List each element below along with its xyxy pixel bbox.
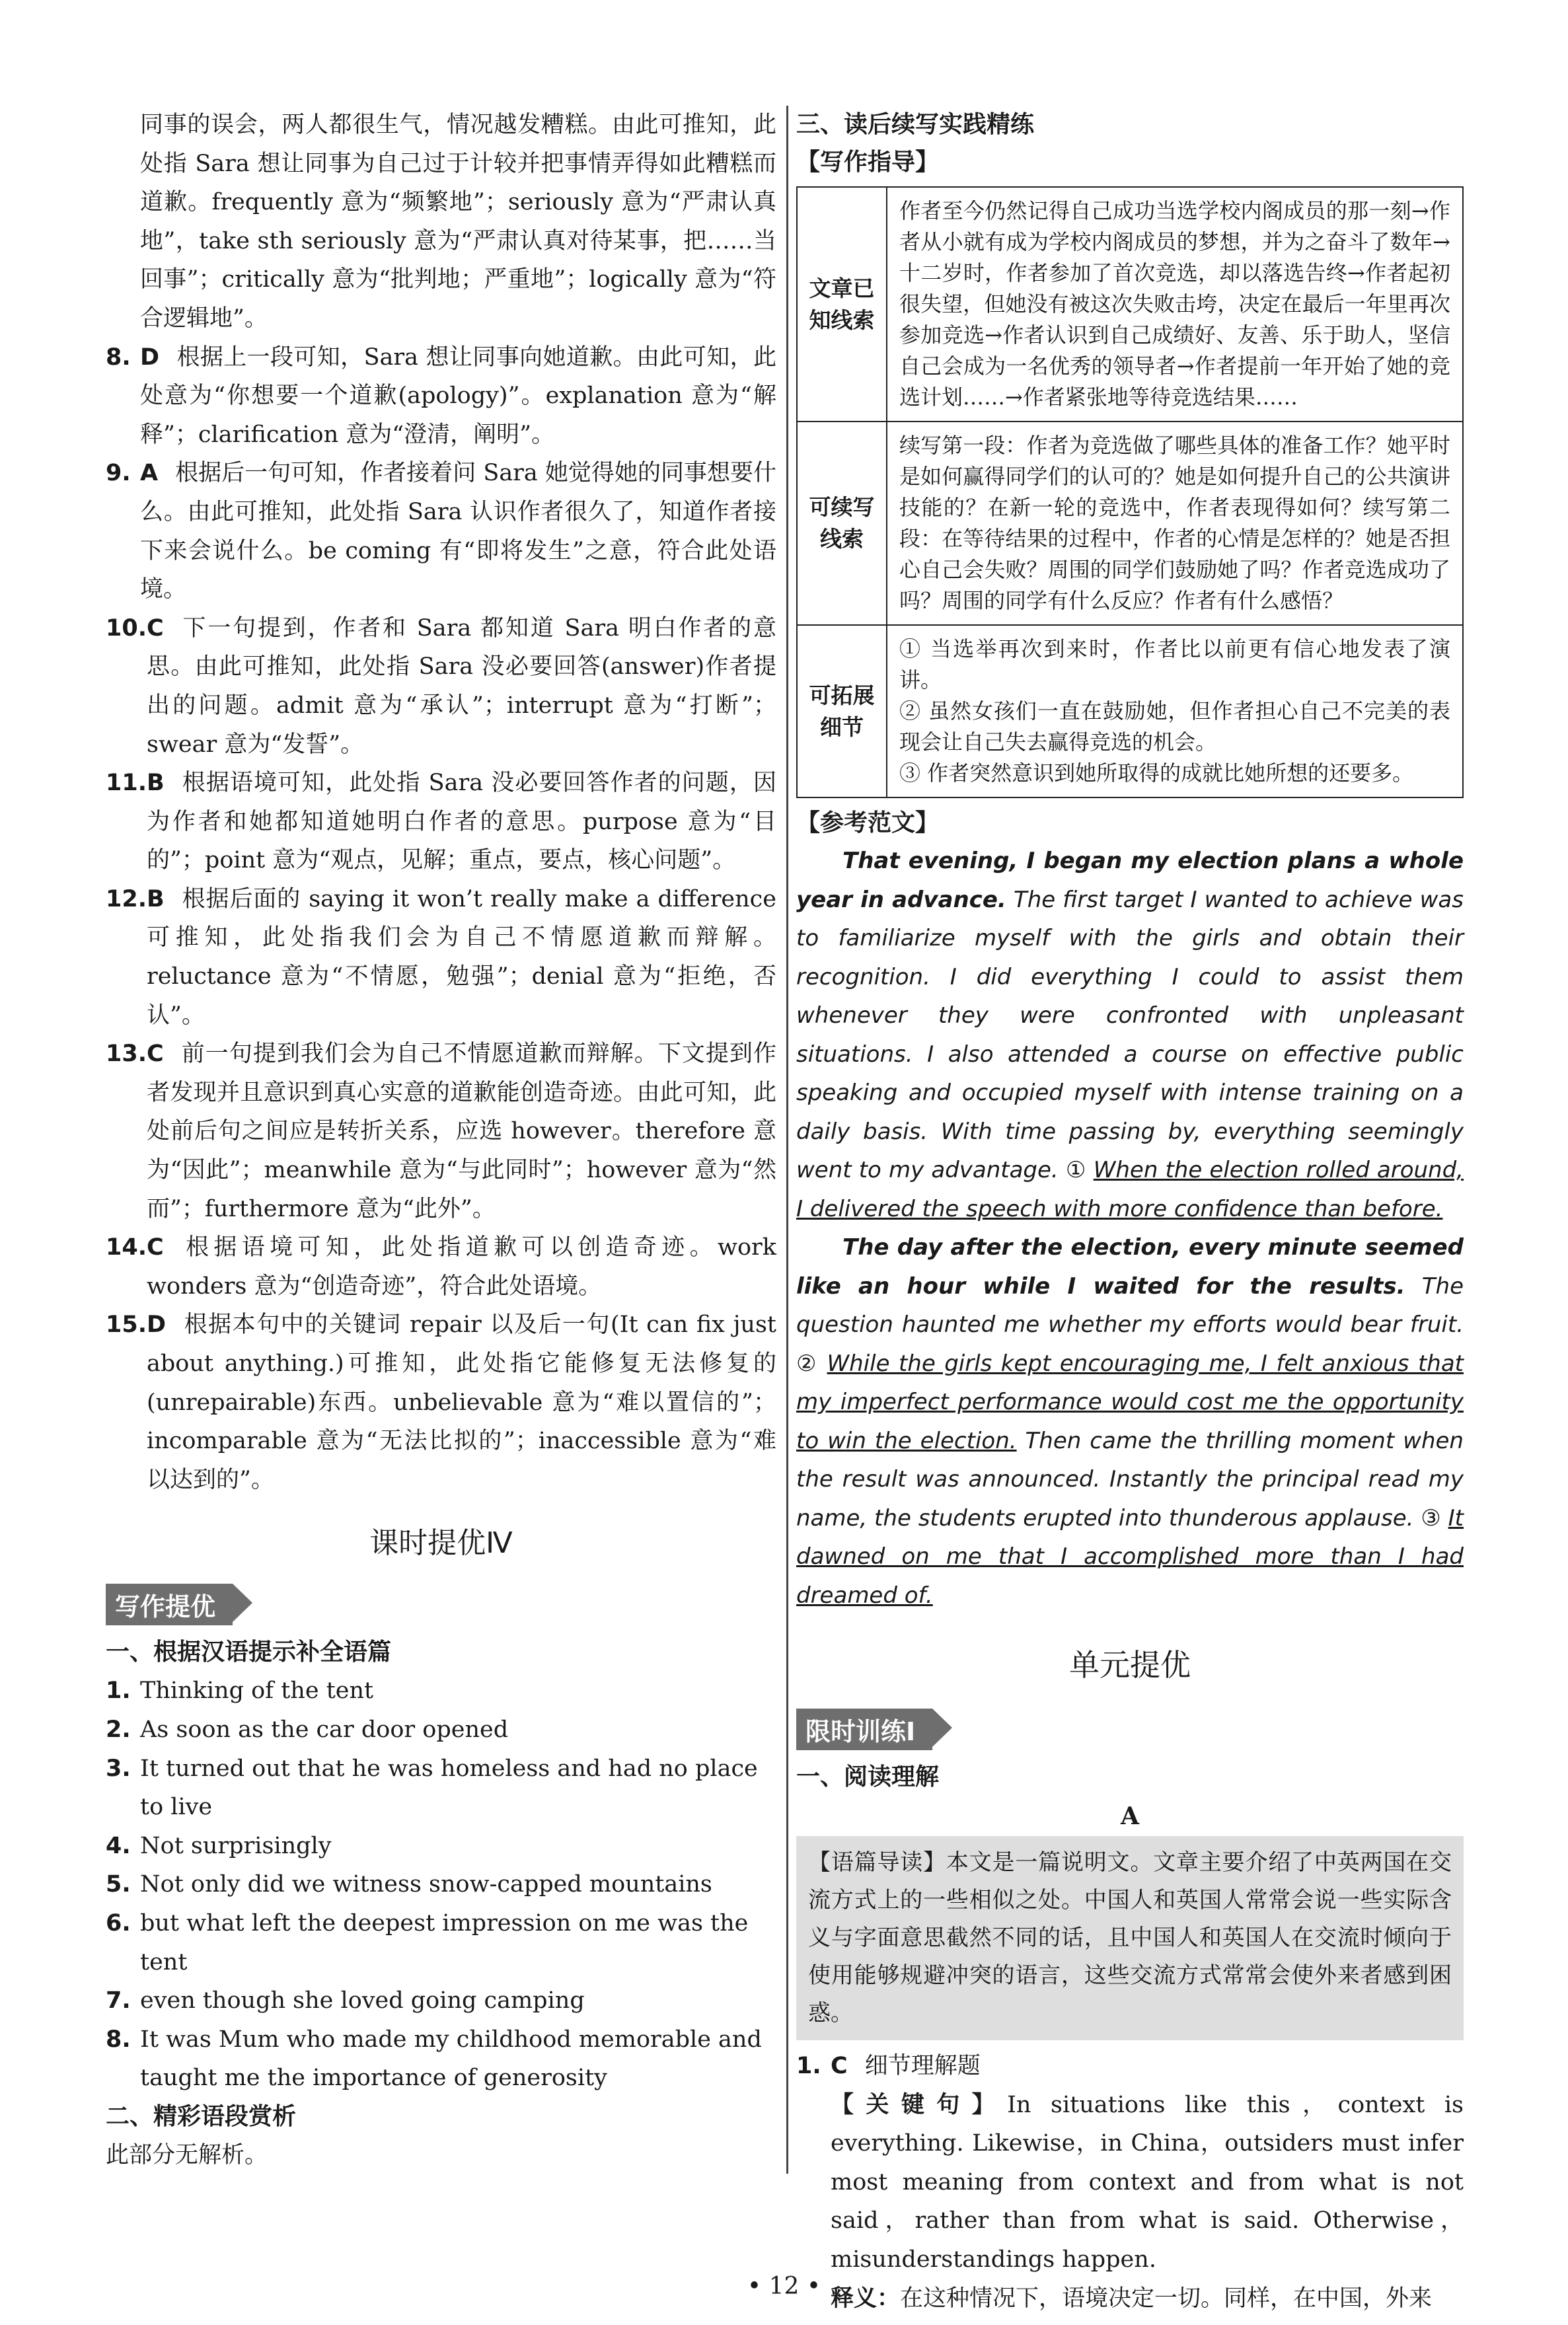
essay-p2-underlined-2: It dawned on me that I accomplished more than I had dreamed of. — [796, 1504, 1464, 1609]
right-column — [796, 106, 1464, 2318]
passage-intro: 【语篇导读】本文是一篇说明文。文章主要介绍了中英两国在交流方式上的一些相似之处。中国人和英国人常常会说一些实际含义与字面意思截然不同的话，且中国人和英国人在交流时倾向于使用能够规避冲突的语言，这些交流方式常常会使外来者感到困惑。 — [796, 1836, 1464, 2040]
item-text: 根据语境可知，此处指 Sara 没必要回答作者的问题，因为作者和她都知道她明白作者的意思。purpose 意为“目的”；point 意为“观点，见解；重点，要点，核心问题”。 — [147, 770, 776, 874]
answer-item — [106, 764, 776, 880]
answer-item — [106, 880, 776, 1035]
page-number: • 12 • — [747, 2273, 821, 2300]
item-body — [147, 609, 776, 764]
fill-item — [106, 1750, 776, 1827]
item-body — [147, 764, 776, 880]
fill-number: 1. — [106, 1678, 131, 1705]
fill-text: It was Mum who made my childhood memorable and taught me the importance of generosity — [140, 2026, 762, 2092]
explanation-text: 在这种情况下，语境决定一切。同样，在中国，外来 — [900, 2285, 1433, 2312]
item-text: 下一句提到，作者和 Sara 都知道 Sara 明白作者的意思。由此可推知，此处指 Sara 没必要回答(answer)作者提出的问题。admit 意为“承认”；interrupt 意为“打断”；swear 意为“发誓”。 — [147, 614, 776, 758]
unit-title: 单元提优 — [1069, 1647, 1191, 1683]
essay-p2-lead: The day after the election, every minute seemed like an hour while I waited for the results. — [796, 1234, 1464, 1300]
fill-item — [106, 1981, 776, 2020]
essay-p1-underlined: When the election rolled around, I delivered the speech with more confidence than before. — [796, 1157, 1464, 1222]
answer-item — [106, 1228, 776, 1306]
fill-item — [106, 1711, 776, 1750]
essay-p2-body-2: Then came the thrilling moment when the result was announced. Instantly the principal read my name, the students erupted into thunderous applause. ③ — [796, 1427, 1464, 1532]
fill-number: 2. — [106, 1716, 131, 1743]
item-text: 根据本句中的关键词 repair 以及后一句(It can fix just about anything.)可推知，此处指它能修复无法修复的(unrepairable)东西。unbelievable 意为“难以置信的”；incomparable 意为“无法比拟的”；inaccessible 意为“难以达到的”。 — [147, 1311, 776, 1493]
table-label: 可拓展细节 — [797, 625, 887, 797]
timed-training-banner: 限时训练Ⅰ — [796, 1709, 932, 1750]
answer-list — [106, 338, 776, 1500]
item-number: 14. — [106, 1234, 147, 1261]
section-3-heading: 三、读后续写实践精练 — [796, 111, 1035, 138]
fill-number: 8. — [106, 2026, 131, 2053]
column-divider — [786, 106, 788, 2174]
item-body — [147, 1035, 776, 1228]
item-number: 13. — [106, 1041, 147, 1068]
table-row — [797, 422, 1463, 625]
item-text: 根据语境可知，此处指道歉可以创造奇迹。work wonders 意为“创造奇迹”，符合此处语境。 — [147, 1234, 776, 1300]
fill-text: Not only did we witness snow-capped mountains — [140, 1871, 712, 1898]
fill-number: 7. — [106, 1987, 131, 2014]
fill-number: 5. — [106, 1871, 131, 1898]
guide-heading: 【写作指导】 — [796, 149, 940, 176]
essay-p1-lead: That evening, I began my election plans a whole year in advance. — [796, 848, 1464, 913]
reading-heading: 一、阅读理解 — [796, 1763, 940, 1790]
guide-table — [796, 186, 1464, 798]
key-heading: 【关键句】 — [831, 2091, 1008, 2118]
sample-heading: 【参考范文】 — [796, 809, 940, 836]
fill-text: but what left the deepest impression on me was the tent — [140, 1909, 749, 1975]
table-row — [797, 625, 1463, 797]
fill-item — [106, 1865, 776, 1904]
essay-paragraph-1 — [796, 842, 1464, 1228]
key-text: In situations like this，context is everything. Likewise，in China，outsiders must infer most meaning from context and from what is not said，rather than from what is said. Otherwise，misunderstandings happen. — [831, 2091, 1464, 2273]
question-number: 1. — [796, 2053, 821, 2079]
fill-item — [106, 1827, 776, 1866]
passage-letter: A — [1121, 1802, 1139, 1830]
left-column — [106, 106, 776, 2175]
item-body — [147, 1228, 776, 1306]
essay-p1-body: The first target I wanted to achieve was to familiarize myself with the girls and obtain their recognition. I did everything I could to assist them whenever they were confronted with unpleasant situations. I also attended a course on effective public speaking and occupied myself with intense training on a daily basis. With time passing by, everything seemingly went to my advantage. ① — [796, 886, 1464, 1183]
writing-banner: 写作提优 — [106, 1584, 233, 1625]
table-content: 续写第一段：作者为竞选做了哪些具体的准备工作？她平时是如何赢得同学们的认可的？她是如何提升自己的公共演讲技能的？在新一轮的竞选中，作者表现得如何？续写第二段：在等待结果的过程中，作者的心情是怎样的？她是否担心自己会失败？周围的同学们鼓励她了吗？作者竞选成功了吗？周围的同学有什么反应？作者有什么感悟？ — [887, 422, 1463, 625]
item-number: 10. — [106, 614, 147, 642]
answer-item — [106, 609, 776, 764]
table-label: 可续写线索 — [797, 422, 887, 625]
fill-number: 3. — [106, 1755, 131, 1782]
essay-paragraph-2 — [796, 1228, 1464, 1615]
table-label: 文章已知线索 — [797, 187, 887, 422]
sample-essay — [796, 842, 1464, 1615]
answer-item — [106, 454, 776, 609]
item-answer: B — [147, 770, 165, 797]
question-answer: C — [831, 2053, 848, 2079]
fill-item — [106, 2020, 776, 2098]
section-1-heading: 一、根据汉语提示补全语篇 — [106, 1639, 392, 1666]
fill-text: even though she loved going camping — [140, 1987, 585, 2014]
essay-p2-body-1: The question haunted me whether my efforts would bear fruit. ② — [796, 1273, 1464, 1377]
fill-text: Not surprisingly — [140, 1832, 332, 1859]
item-number: 9. — [106, 460, 131, 487]
table-content: 作者至今仍然记得自己成功当选学校内阁成员的那一刻→作者从小就有成为学校内阁成员的梦想，并为之奋斗了数年→十二岁时，作者参加了首次竞选，却以落选告终→作者起初很失望，但她没有被这次失败击垮，决定在最后一年里再次参加竞选→作者认识到自己成绩好、友善、乐于助人，坚信自己会成为一名优秀的领导者→作者提前一年开始了她的竞选计划……→作者紧张地等待竞选结果…… — [887, 187, 1463, 422]
item-answer: C — [147, 1041, 164, 1068]
fill-item — [106, 1904, 776, 1981]
item-number: 15. — [106, 1311, 147, 1339]
item-answer: C — [147, 1234, 164, 1261]
item-body — [147, 880, 776, 1035]
question-1 — [796, 2047, 1464, 2086]
item-answer: A — [140, 460, 159, 487]
item-text: 根据后面的 saying it won’t really make a difference 可推知，此处指我们会为自己不情愿道歉而辩解。reluctance 意为“不情愿，勉强”；denial 意为“拒绝，否认”。 — [147, 885, 776, 1029]
item-text: 前一句提到我们会为自己不情愿道歉而辩解。下文提到作者发现并且意识到真心实意的道歉能创造奇迹。由此可知，此处前后句之间应是转折关系，应选 however。therefore 意为“因此”；meanwhile 意为“与此同时”；however 意为“然而”；furthermore 意为“此外”。 — [147, 1041, 776, 1222]
answer-item — [106, 1035, 776, 1228]
item-answer: D — [147, 1311, 167, 1339]
key-sentence — [796, 2086, 1464, 2279]
section-2-heading: 二、精彩语段赏析 — [106, 2102, 297, 2130]
section-2-note: 此部分无解析。 — [106, 2141, 268, 2168]
fill-text: As soon as the car door opened — [140, 1716, 509, 1743]
explanation-heading: 释义： — [831, 2285, 901, 2312]
question-type: 细节理解题 — [864, 2053, 981, 2079]
item-number: 12. — [106, 885, 147, 912]
table-row — [797, 187, 1463, 422]
item-text: 根据后一句可知，作者接着问 Sara 她觉得她的同事想要什么。由此可推知，此处指 Sara 认识作者很久了，知道作者接下来会说什么。be coming 有“即将发生”之意，符合此处语境。 — [140, 460, 776, 603]
item-body — [140, 338, 776, 455]
question-body — [831, 2047, 1464, 2086]
fill-text: Thinking of the tent — [140, 1678, 374, 1705]
item-text: 根据上一段可知，Sara 想让同事向她道歉。由此可知，此处意为“你想要一个道歉(apology)”。explanation 意为“解释”；clarification 意为“澄清，阐明”。 — [140, 344, 776, 448]
item-body — [140, 454, 776, 609]
answer-item — [106, 338, 776, 455]
fill-list — [106, 1672, 776, 2098]
continuation-text: 同事的误会，两人都很生气，情况越发糟糕。由此可推知，此处指 Sara 想让同事为自己过于计较并把事情弄得如此糟糕而道歉。frequently 意为“频繁地”；seriously 意为“严肃认真地”，take sth seriously 意为“严肃认真对待某事，把……当回事”；critically 意为“批判地；严重地”；logically 意为“符合逻辑地”。 — [140, 112, 776, 332]
table-content: ① 当选举再次到来时，作者比以前更有信心地发表了演讲。 ② 虽然女孩们一直在鼓励她，但作者担心自己不完美的表现会让自己失去赢得竞选的机会。 ③ 作者突然意识到她所取得的成就比她所想的还要多。 — [887, 625, 1463, 797]
essay-p2-underlined-1: While the girls kept encouraging me, I felt anxious that my imperfect performance would cost me the opportunity to win the election. — [796, 1350, 1464, 1454]
fill-item — [106, 1672, 776, 1711]
item-answer: C — [147, 614, 164, 642]
item-answer: B — [147, 885, 165, 912]
lesson-title: 课时提优Ⅳ — [369, 1526, 513, 1561]
item-answer: D — [140, 344, 160, 371]
fill-text: It turned out that he was homeless and had no place to live — [140, 1755, 758, 1821]
answer-item — [106, 1306, 776, 1499]
fill-number: 6. — [106, 1909, 131, 1937]
fill-number: 4. — [106, 1832, 131, 1859]
item-number: 8. — [106, 344, 131, 371]
item-body — [147, 1306, 776, 1499]
item-number: 11. — [106, 770, 147, 797]
